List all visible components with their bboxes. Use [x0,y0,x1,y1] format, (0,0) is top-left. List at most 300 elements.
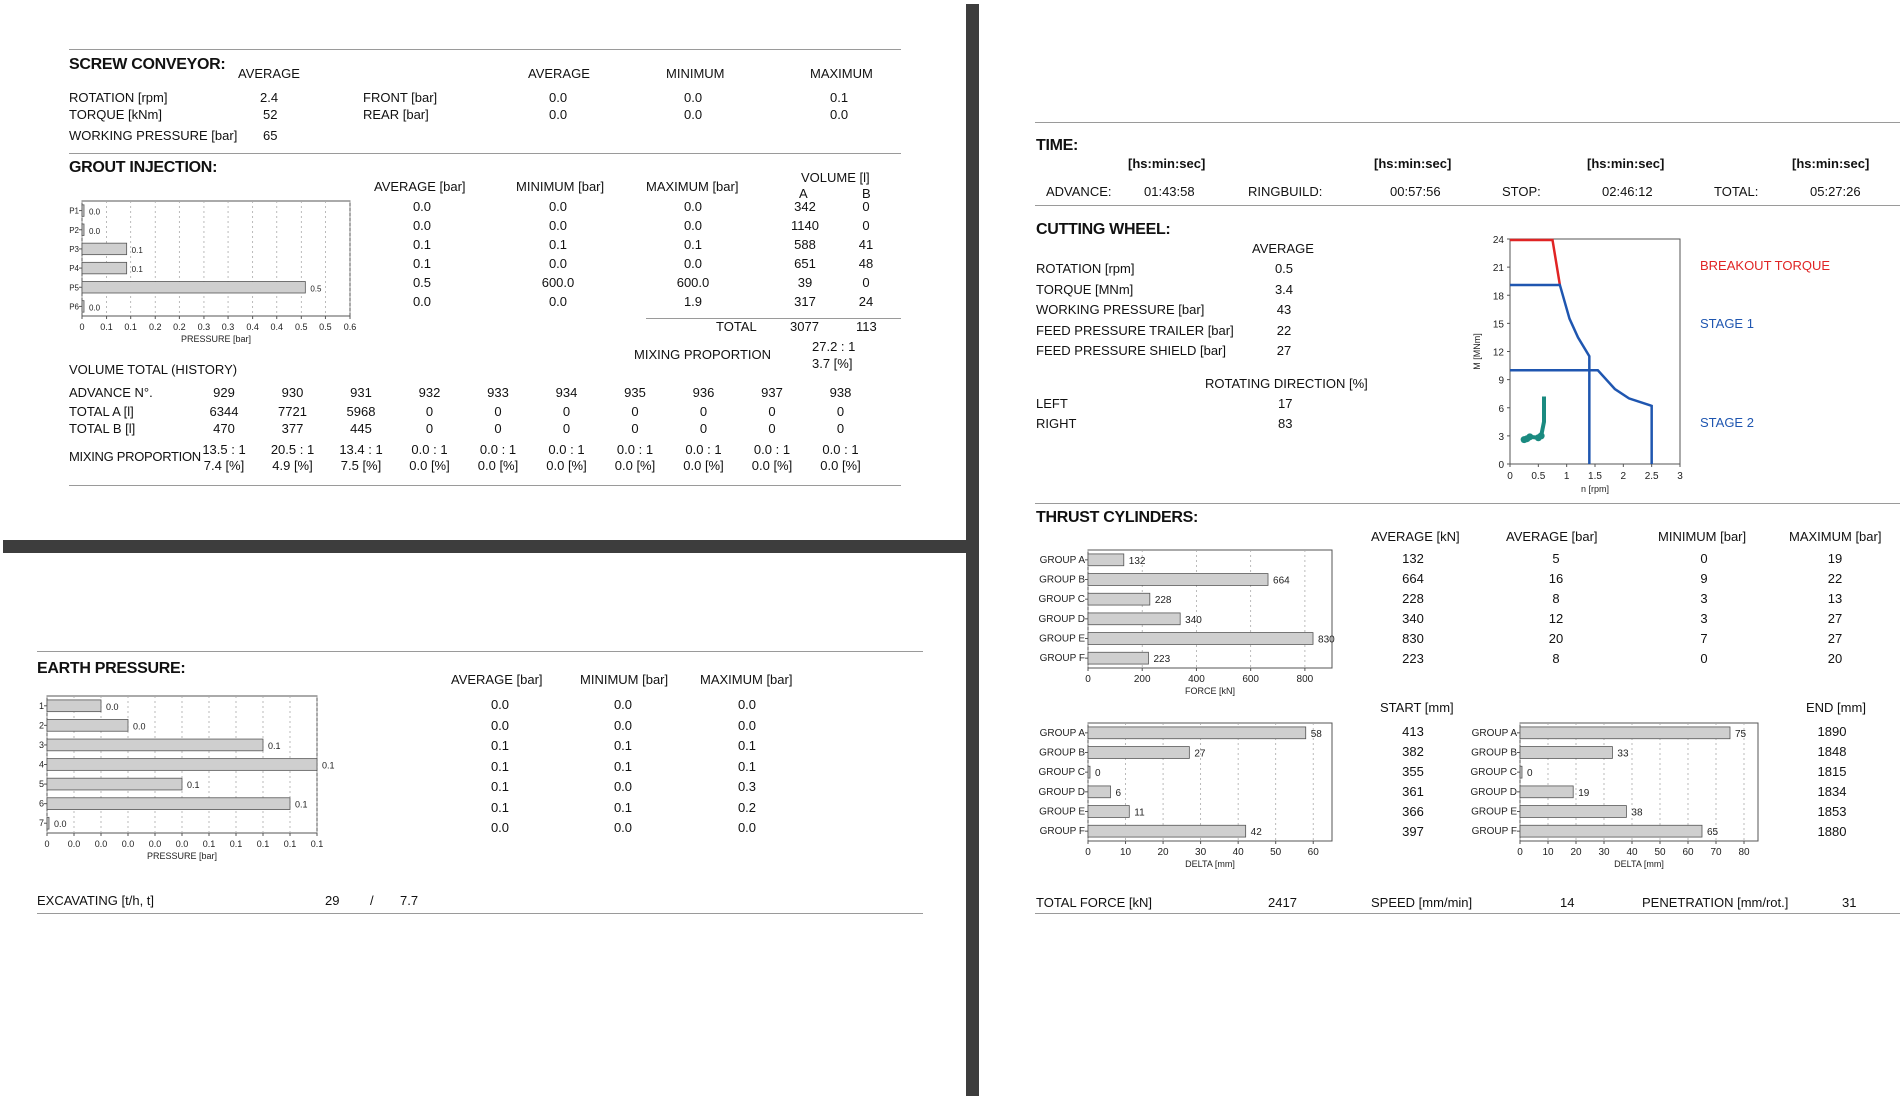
rule [37,651,923,652]
cell-volume-a: 39 [797,275,813,290]
category-label: GROUP D [1038,786,1085,798]
bar-value-label: 0.0 [89,226,101,236]
cell-start: 355 [1402,764,1424,779]
history-total-a: 0 [699,404,708,419]
bar [1088,727,1306,739]
history-total-b: 0 [768,421,776,436]
col-header-maximum: MAXIMUM [bar] [700,672,793,687]
bar [1088,825,1246,837]
bar [1520,727,1730,739]
cell-maximum: 0.2 [737,799,757,815]
bar [82,282,305,294]
cell-average: 0.0 [490,697,510,712]
category-label: GROUP B [1471,747,1517,759]
category-label: GROUP E [1039,806,1085,818]
plot-frame [1088,550,1332,668]
y-tick-label: 12 [1492,347,1504,359]
category-label: GROUP F [1039,653,1085,665]
bar-value-label: 27 [1194,748,1206,760]
cell-average: 0.0 [490,820,510,835]
bar-value-label: 228 [1154,595,1172,607]
col-header-minimum: MINIMUM [bar] [1658,529,1747,544]
bar-value-label: 33 [1617,748,1629,760]
col-header-average: AVERAGE [528,66,590,81]
cell-minimum: 0 [1700,651,1708,666]
history-advance: 934 [555,385,578,400]
history-advance: 929 [213,385,235,400]
cell-force: 132 [1402,551,1424,566]
time-stop-value: 02:46:12 [1602,184,1653,199]
cell-maximum: 0.1 [683,237,703,252]
cell-volume-b: 0 [862,199,870,214]
total-label: TOTAL [716,319,757,334]
category-label: GROUP F [1471,826,1517,838]
measured-data-point [1538,432,1545,439]
rotating-right-label: RIGHT [1036,416,1077,431]
x-tick-label: 200 [1133,674,1151,685]
rule [37,913,923,914]
time-advance-value: 01:43:58 [1144,184,1195,199]
total-a: 3077 [790,319,819,334]
time-total-value: 05:27:26 [1810,184,1861,199]
cell-average: 0.1 [490,738,510,753]
cell-average: 0.1 [412,256,432,271]
y-tick-label: 3 [1498,431,1504,443]
penetration-value: 31 [1842,895,1857,910]
x-tick-label: 0.5 [295,322,308,332]
x-tick-label: 0 [1507,471,1513,482]
cell-start: 366 [1402,804,1424,819]
bar [1520,786,1573,798]
total-force-label: TOTAL FORCE [kN] [1036,895,1153,910]
cell-average: 0.0 [490,717,510,733]
history-total-a: 0 [425,404,434,419]
x-tick-label: 0 [44,839,50,849]
history-total-a: 0 [494,404,502,419]
x-tick-label: 40 [1232,847,1244,858]
bar-value-label: 65 [1707,827,1719,839]
cell-volume-b: 41 [858,237,874,252]
x-axis-label: n [rpm] [1580,484,1610,494]
history-advance: 935 [624,385,646,400]
cell-minimum: 0.0 [613,717,633,733]
cell-maximum: 0.0 [737,820,757,835]
history-advance: 930 [281,385,304,400]
history-mix-percent: 0.0 [%] [820,458,861,473]
cell-volume-b: 0 [862,218,870,233]
value-rear-minimum: 0.0 [684,107,703,122]
bar [47,759,317,771]
col-header-average: AVERAGE [bar] [374,179,466,194]
history-total-a: 5968 [346,404,376,419]
bar [1088,806,1129,818]
y-tick-label: 0 [1498,460,1504,471]
cell-maximum: 0.1 [737,738,757,753]
history-advance: 932 [418,385,441,400]
cell-volume-a: 651 [794,256,816,271]
col-header-average: AVERAGE [bar] [451,672,543,687]
category-label: 1 [38,700,44,711]
history-total-b: 0 [494,421,502,436]
bar-value-label: 0 [1095,768,1101,780]
penetration-label: PENETRATION [mm/rot.] [1642,895,1789,910]
value-rear-maximum: 0.0 [830,107,849,122]
value-working-pressure: 65 [263,128,278,143]
col-header-volume: VOLUME [l] [801,170,870,185]
y-tick-label: 24 [1492,235,1504,246]
cell-force: 340 [1402,611,1424,626]
cell-maximum: 0.0 [683,199,703,214]
x-tick-label: 0.0 [67,839,81,849]
bar [1088,613,1180,625]
category-label: 6 [38,798,44,809]
history-mix-ratio: 20.5 : 1 [270,442,315,457]
category-label: P5 [69,283,79,293]
speed-value: 14 [1560,895,1575,910]
x-tick-label: 60 [1307,847,1319,858]
x-tick-label: 0.0 [148,839,162,849]
x-tick-label: 0 [1517,847,1523,858]
cutting-label: FEED PRESSURE TRAILER [bar] [1036,322,1234,338]
bar-value-label: 0.1 [131,265,143,275]
x-axis-label: DELTA [mm] [1614,859,1664,869]
x-tick-label: 30 [1195,847,1207,858]
volume-history-title: VOLUME TOTAL (HISTORY) [69,362,238,377]
bar-value-label: 132 [1128,555,1146,567]
section-title-earth-pressure: EARTH PRESSURE: [37,660,186,677]
cell-minimum: 0.0 [548,256,568,271]
bar-value-label: 0.5 [310,284,322,294]
bar-value-label: 0.0 [106,701,119,712]
col-header-a: A [799,186,808,201]
bar [1088,766,1090,778]
time-ringbuild-label: RINGBUILD: [1248,184,1323,199]
x-tick-label: 0.1 [124,322,137,332]
cell-minimum: 0.1 [548,237,568,252]
cell-average: 12 [1548,611,1564,626]
history-total-a: 0 [631,404,639,419]
section-title-grout-injection: GROUT INJECTION: [69,159,218,176]
history-total-b: 0 [836,421,845,436]
cell-end: 1890 [1817,724,1847,739]
history-advance: 933 [487,385,509,400]
cell-maximum: 27 [1827,631,1843,646]
bar [82,262,127,274]
history-mix-percent: 7.5 [%] [340,458,382,473]
bar-value-label: 830 [1318,634,1335,646]
history-advance: 938 [829,385,852,400]
cell-end: 1834 [1817,784,1847,799]
category-label: GROUP F [1039,826,1085,838]
category-label: GROUP C [1470,767,1517,779]
cell-average: 0.1 [490,758,510,774]
rotating-right-value: 83 [1278,416,1293,431]
end-title: END [mm] [1806,700,1866,715]
total-b: 113 [856,319,877,334]
horizontal-divider [3,540,979,553]
bar [47,700,101,712]
x-tick-label: 800 [1296,674,1314,685]
bar [47,817,49,829]
measured-data-point [1526,433,1533,440]
cell-volume-a: 342 [794,199,816,214]
history-mix-ratio: 13.5 : 1 [202,442,246,457]
cell-volume-b: 24 [858,294,874,309]
x-tick-label: 0.3 [221,322,235,332]
history-mix-percent: 7.4 [%] [203,458,245,473]
category-label: P1 [69,206,79,216]
rule [1035,503,1900,504]
history-total-b: 445 [350,421,372,436]
value-front-maximum: 0.1 [830,90,849,105]
y-tick-label: 18 [1492,291,1504,303]
history-label-total-a: TOTAL A [l] [69,404,134,419]
col-header-maximum: MAXIMUM [bar] [1789,529,1882,544]
bar [82,243,127,255]
cell-average: 8 [1552,591,1560,606]
cell-maximum: 0.0 [683,256,703,271]
cell-end: 1815 [1817,764,1847,779]
bar [1088,574,1268,586]
time-unit-advance: [hs:min:sec] [1128,156,1206,171]
x-tick-label: 0.1 [310,839,324,849]
history-mix-percent: 0.0 [%] [409,458,450,473]
history-mix-ratio: 13.4 : 1 [339,442,383,457]
start-title: START [mm] [1380,700,1454,715]
history-mix-ratio: 0.0 : 1 [479,442,517,457]
cell-minimum: 3 [1700,591,1708,606]
history-total-b: 0 [425,421,434,436]
history-mix-percent: 0.0 [%] [683,458,724,473]
x-tick-label: 50 [1654,847,1666,858]
cell-force: 228 [1402,591,1424,606]
time-stop-label: STOP: [1502,184,1541,199]
history-mix-ratio: 0.0 : 1 [822,442,859,457]
x-axis-label: PRESSURE [bar] [180,334,252,344]
x-tick-label: 0.5 [1531,471,1546,482]
excavating-label: EXCAVATING [t/h, t] [37,893,155,908]
x-tick-label: 0.1 [202,839,216,849]
y-tick-label: 9 [1498,375,1504,387]
value-rear-average: 0.0 [549,107,568,122]
value-front-minimum: 0.0 [684,90,703,105]
cell-maximum: 0.0 [683,218,703,233]
value-front-average: 0.0 [549,90,568,105]
value-rotation: 2.4 [260,90,279,105]
cell-average: 0.0 [412,294,432,309]
cell-minimum: 0.0 [548,199,568,214]
bar [47,719,128,731]
col-header-force: AVERAGE [kN] [1371,529,1460,544]
cell-maximum: 0.0 [737,717,757,733]
category-label: GROUP A [1471,727,1517,739]
end-delta-bar-chart [1462,720,1772,880]
time-unit-stop: [hs:min:sec] [1587,156,1665,171]
cutting-value: 22 [1276,322,1292,338]
history-mix-percent: 0.0 [%] [477,458,519,473]
cell-minimum: 3 [1700,611,1708,626]
cell-volume-b: 0 [862,275,870,290]
cell-maximum: 20 [1827,651,1843,666]
x-tick-label: 0.1 [229,839,243,849]
col-header-minimum: MINIMUM [666,66,725,81]
cell-maximum: 19 [1827,551,1843,566]
bar [1088,652,1148,664]
bar-value-label: 664 [1273,575,1290,587]
col-header-minimum: MINIMUM [bar] [516,179,605,194]
cell-minimum: 0.0 [548,218,568,233]
cutting-value: 43 [1276,302,1292,317]
x-axis-label: FORCE [kN] [1184,686,1236,696]
category-label: GROUP A [1039,727,1085,739]
label-working-pressure: WORKING PRESSURE [bar] [69,128,238,143]
category-label: GROUP B [1039,747,1085,759]
x-tick-label: 10 [1119,847,1132,858]
excavating-rate: 29 [325,893,340,908]
legend-stage-2: STAGE 2 [1700,415,1754,430]
plot-frame [1088,723,1332,841]
category-label: 5 [38,779,44,790]
cell-average: 0.0 [412,199,432,214]
torque-speed-chart [1468,228,1698,503]
x-tick-label: 0.2 [148,322,162,332]
cell-minimum: 0.1 [613,758,633,774]
x-tick-label: 600 [1242,674,1260,685]
rule [69,49,901,50]
bar-value-label: 0.1 [322,760,335,771]
bar-value-label: 223 [1153,654,1171,666]
y-tick-label: 6 [1498,403,1504,415]
history-mix-ratio: 0.0 : 1 [411,442,448,457]
time-total-label: TOTAL: [1714,184,1759,199]
bar-value-label: 0 [1527,768,1533,780]
cell-minimum: 600.0 [541,275,575,290]
cutting-value: 0.5 [1274,261,1294,276]
cell-volume-a: 588 [794,237,816,252]
bar-value-label: 58 [1310,728,1322,740]
x-tick-label: 50 [1270,847,1282,858]
cell-volume-b: 48 [858,256,874,271]
cell-maximum: 0.0 [737,697,757,712]
cell-average: 0.1 [490,799,510,815]
category-label: P2 [69,225,79,235]
bar [1088,554,1124,566]
history-total-a: 6344 [209,404,239,419]
x-tick-label: 0.0 [121,839,135,849]
category-label: GROUP C [1038,767,1085,779]
bar-value-label: 0.0 [54,819,67,830]
rule [1035,122,1900,123]
x-tick-label: 30 [1598,847,1610,858]
cell-start: 361 [1402,784,1424,799]
bar [1088,747,1189,759]
bar [82,301,84,313]
mixing-proportion-label: MIXING PROPORTION [634,347,771,362]
bar-value-label: 0.1 [131,245,143,255]
force-bar-chart [1030,547,1350,707]
category-label: P4 [69,264,79,274]
history-mix-ratio: 0.0 : 1 [616,442,654,457]
x-tick-label: 400 [1188,674,1205,685]
bar [1520,747,1612,759]
x-tick-label: 2 [1620,471,1627,482]
bar [47,798,290,810]
excavating-total: 7.7 [400,893,419,908]
x-tick-label: 3 [1677,471,1683,482]
x-tick-label: 0.4 [246,322,259,332]
bar [47,778,182,790]
section-title-cutting-wheel: CUTTING WHEEL: [1036,221,1171,238]
rule [1035,205,1900,206]
bar-value-label: 0.0 [133,721,146,732]
total-force-value: 2417 [1268,895,1297,910]
x-tick-label: 0.1 [256,839,270,849]
col-header-maximum: MAXIMUM [bar] [646,179,739,194]
x-tick-label: 1 [1563,471,1570,482]
category-label: 4 [38,759,44,770]
bar-value-label: 6 [1115,787,1122,799]
cell-average: 0.0 [412,218,432,233]
cell-minimum: 0.0 [548,294,568,309]
cell-minimum: 9 [1700,571,1708,586]
cutting-label: WORKING PRESSURE [bar] [1036,302,1205,317]
col-header-b: B [862,186,871,201]
cell-average: 0.5 [412,275,432,290]
time-ringbuild-value: 00:57:56 [1390,184,1441,199]
label-rotation: ROTATION [rpm] [69,90,168,105]
bar-value-label: 340 [1185,614,1202,626]
history-label-mixing: MIXING PROPORTION [69,449,201,464]
x-tick-label: 0.4 [270,322,284,332]
cell-maximum: 22 [1827,571,1843,586]
history-mix-percent: 0.0 [%] [751,458,793,473]
label-front: FRONT [bar] [363,90,438,105]
x-tick-label: 0 [79,322,85,332]
rule [1035,913,1900,914]
legend-breakout-torque: BREAKOUT TORQUE [1700,258,1831,273]
col-header-maximum: MAXIMUM [810,66,873,81]
cell-minimum: 0.0 [613,820,633,835]
category-label: 2 [38,720,44,731]
cell-minimum: 7 [1700,631,1708,646]
cell-maximum: 0.3 [737,779,757,794]
x-tick-label: 0 [1085,674,1091,685]
cell-force: 830 [1402,631,1424,646]
legend-stage-1: STAGE 1 [1700,316,1754,331]
value-torque: 52 [263,107,278,122]
history-mix-ratio: 0.0 : 1 [753,442,791,457]
history-label-advance: ADVANCE N°. [69,385,153,400]
x-tick-label: 1.5 [1588,471,1602,482]
category-label: GROUP D [1038,613,1085,625]
section-title-thrust-cylinders: THRUST CYLINDERS: [1036,509,1199,526]
history-mix-ratio: 0.0 : 1 [548,442,585,457]
bar [82,224,84,236]
history-total-b: 0 [562,421,571,436]
x-tick-label: 20 [1157,847,1169,858]
x-tick-label: 10 [1542,847,1554,858]
cell-maximum: 0.1 [737,758,757,774]
cell-end: 1853 [1817,804,1847,819]
speed-label: SPEED [mm/min] [1371,895,1473,910]
plot-frame [1520,723,1758,841]
x-tick-label: 0.6 [343,322,357,332]
cutting-label: ROTATION [rpm] [1036,261,1135,276]
cell-average: 8 [1552,651,1560,666]
category-label: GROUP E [1039,633,1085,645]
cell-maximum: 600.0 [676,275,710,290]
cell-volume-a: 317 [794,294,816,309]
